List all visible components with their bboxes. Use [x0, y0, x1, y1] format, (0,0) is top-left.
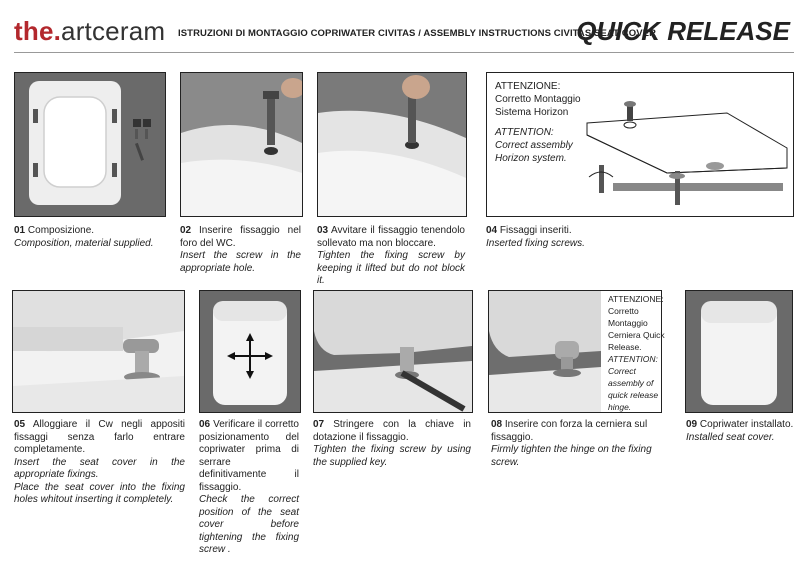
header-divider — [14, 52, 794, 53]
photo-step-03 — [317, 72, 467, 217]
note-horizon: ATTENZIONE: Corretto Montaggio Sistema Horizon ATTENTION: Correct assembly Horizon system. — [495, 81, 581, 164]
photo-step-09 — [685, 290, 793, 413]
caption-step-07: 07 Stringere con la chiave in dotazione il fissaggio. Tighten the fixing screw by using the supplied key. — [313, 419, 471, 468]
caption-step-03: 03 Avvitare il fissaggio tenendolo sollevato ma non bloccare. Tighten the fixing screw by keeping it lifted but do not block it. — [317, 225, 465, 286]
photo-step-06 — [199, 290, 301, 413]
photo-step-01 — [14, 72, 166, 217]
photo-step-02 — [180, 72, 303, 217]
caption-step-08: 08 Inserire con forza la cerniera sul fissaggio. Firmly tighten the hinge on the fixing screw. — [491, 419, 652, 468]
brand-logo: the.artceram — [14, 16, 166, 46]
page-title: QUICK RELEASE — [576, 16, 790, 46]
caption-step-02: 02 Inserire fissaggio nel foro del WC. Insert the screw in the appropriate hole. — [180, 225, 301, 274]
caption-step-06: 06 Verificare il corretto posizionamento del copriwater prima di serrare definitivamente il fissaggio. Check the correct position of the seat cover before tightening the fixing screw . — [199, 419, 299, 555]
document-subtitle: ISTRUZIONI DI MONTAGGIO COPRIWATER CIVITAS / ASSEMBLY INSTRUCTIONS CIVITAS SEAT COVER — [178, 28, 657, 39]
caption-step-09: 09 Copriwater installato. Installed seat cover. — [686, 419, 794, 443]
note-quick-release-hinge: ATTENZIONE: Corretto Montaggio Cerniera Quick Release. ATTENTION: Correct assembly of quick release hinge. — [608, 294, 665, 412]
photo-step-05 — [12, 290, 185, 413]
caption-step-05: 05 Alloggiare il Cw negli appositi fissaggi senza farlo entrare completamente. Insert the seat cover in the appropriate fixings. Place the seat cover into the fixing holes whitout inserting it completely. — [14, 419, 185, 505]
caption-step-01: 01 Composizione. Composition, material supplied. — [14, 225, 154, 249]
photo-step-07 — [313, 290, 473, 413]
caption-step-04: 04 Fissaggi inseriti. Inserted fixing screws. — [486, 225, 585, 249]
